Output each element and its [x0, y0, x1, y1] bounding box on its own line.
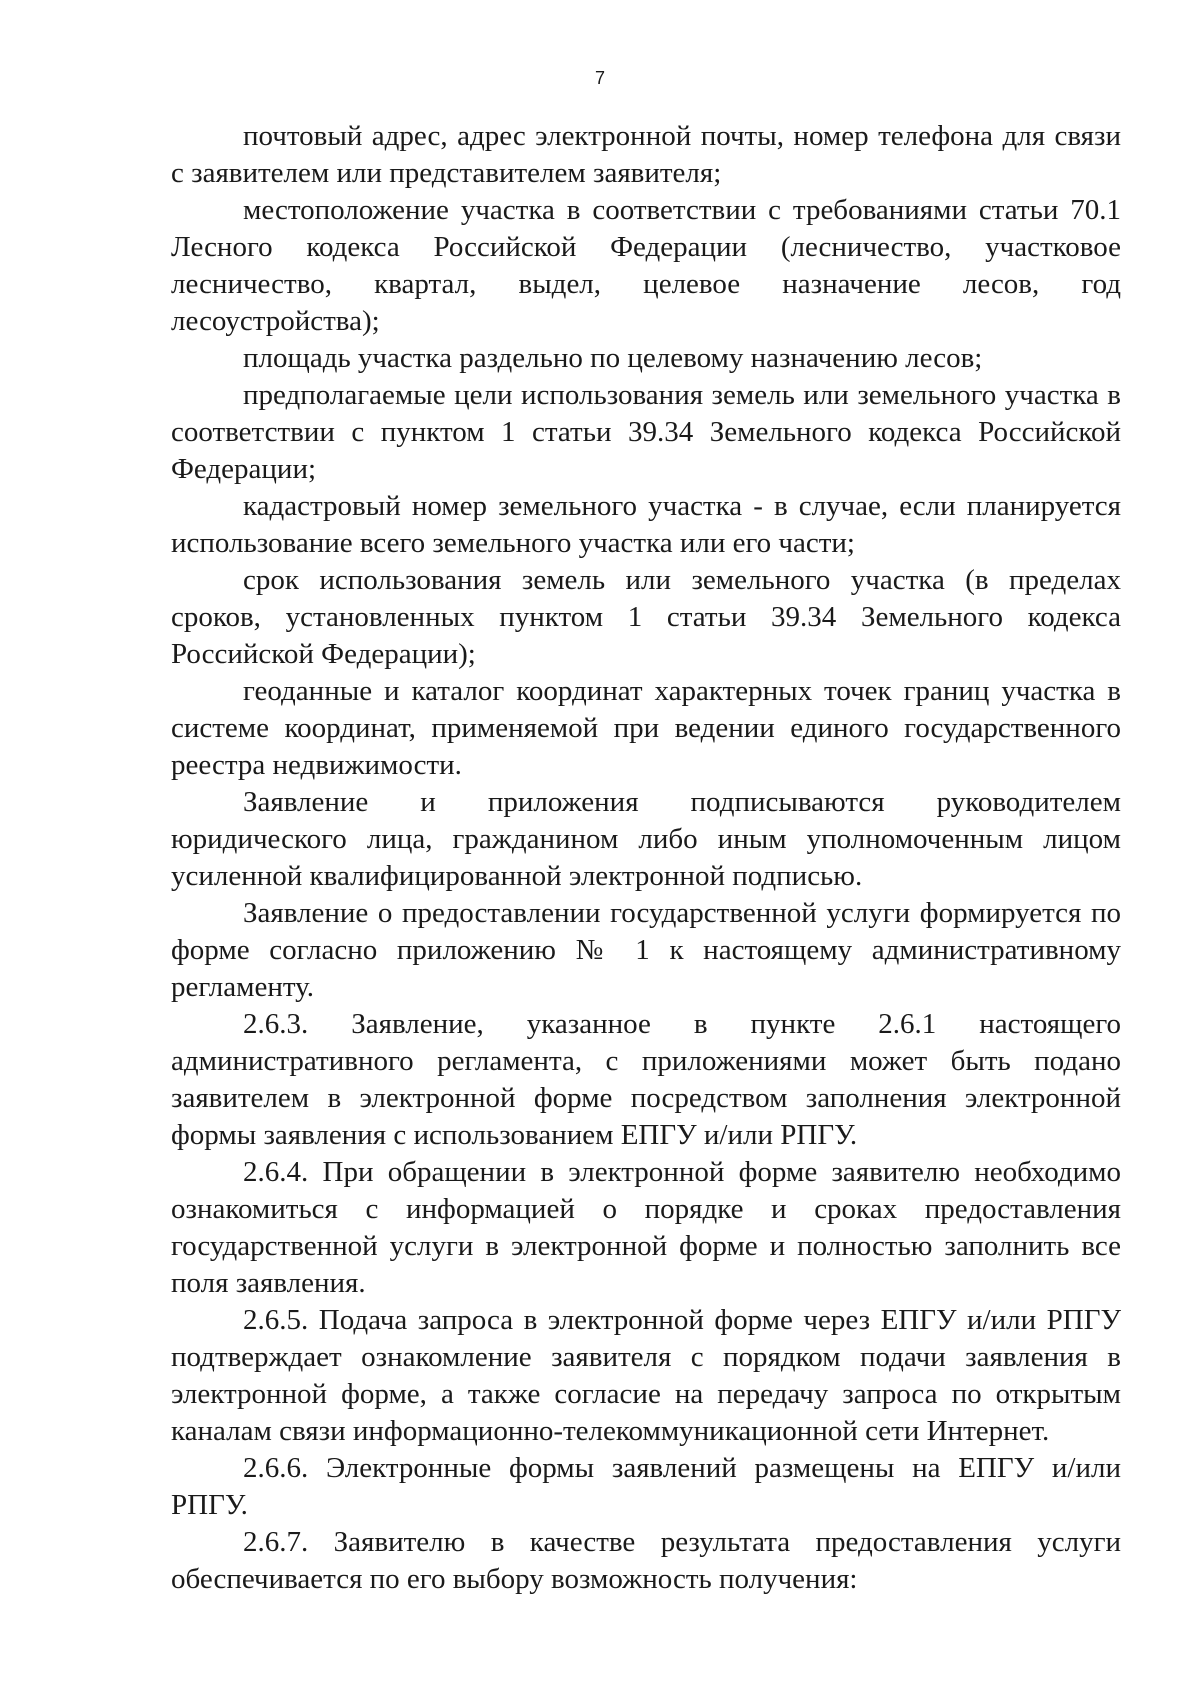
paragraph-intended-use: предполагаемые цели использования земель или земельного участка в соответствии с пунктом 1 статьи 39.34 Земельного кодекса Российской Федерации; [171, 379, 1121, 485]
paragraph-cadastral-number: кадастровый номер земельного участка - в случае, если планируется использование всего земельного участка или его части; [171, 490, 1121, 559]
paragraph-application-form: Заявление о предоставлении государственной услуги формируется по форме согласно приложению № 1 к настоящему административному регламенту. [171, 897, 1121, 1003]
paragraph-2-6-7: 2.6.7. Заявителю в качестве результата предоставления услуги обеспечивается по его выбору возможность получения: [171, 1526, 1121, 1595]
page-number: 7 [594, 68, 605, 88]
paragraph-contact-details: почтовый адрес, адрес электронной почты, номер телефона для связи с заявителем или представителем заявителя; [171, 120, 1121, 189]
paragraph-signature: Заявление и приложения подписываются руководителем юридического лица, гражданином либо иным уполномоченным лицом усиленной квалифицированной электронной подписью. [171, 786, 1121, 892]
paragraph-geodata: геоданные и каталог координат характерных точек границ участка в системе координат, применяемой при ведении единого государственного реестра недвижимости. [171, 675, 1121, 781]
paragraph-2-6-4: 2.6.4. При обращении в электронной форме заявителю необходимо ознакомиться с информацией о порядке и сроках предоставления государственной услуги в электронной форме и полностью заполнить все поля заявления. [171, 1156, 1121, 1299]
paragraph-site-area: площадь участка раздельно по целевому назначению лесов; [243, 342, 983, 374]
document-body [171, 118, 1121, 1598]
paragraph-2-6-5: 2.6.5. Подача запроса в электронной форме через ЕПГУ и/или РПГУ подтверждает ознакомление заявителя с порядком подачи заявления в электронной форме, а также согласие на передачу запроса по открытым каналам связи информационно-телекоммуникационной сети Интернет. [171, 1304, 1121, 1447]
paragraph-site-location: местоположение участка в соответствии с требованиями статьи 70.1 Лесного кодекса Российской Федерации (лесничество, участковое лесничество, квартал, выдел, целевое назначение лесов, год лесоустройства); [171, 194, 1121, 337]
paragraph-2-6-3: 2.6.3. Заявление, указанное в пункте 2.6.1 настоящего административного регламента, с приложениями может быть подано заявителем в электронной форме посредством заполнения электронной формы заявления с использованием ЕПГУ и/или РПГУ. [171, 1008, 1121, 1151]
paragraph-2-6-6: 2.6.6. Электронные формы заявлений размещены на ЕПГУ и/или РПГУ. [171, 1452, 1121, 1521]
paragraph-usage-term: срок использования земель или земельного участка (в пределах сроков, установленных пунктом 1 статьи 39.34 Земельного кодекса Российской Федерации); [171, 564, 1121, 670]
